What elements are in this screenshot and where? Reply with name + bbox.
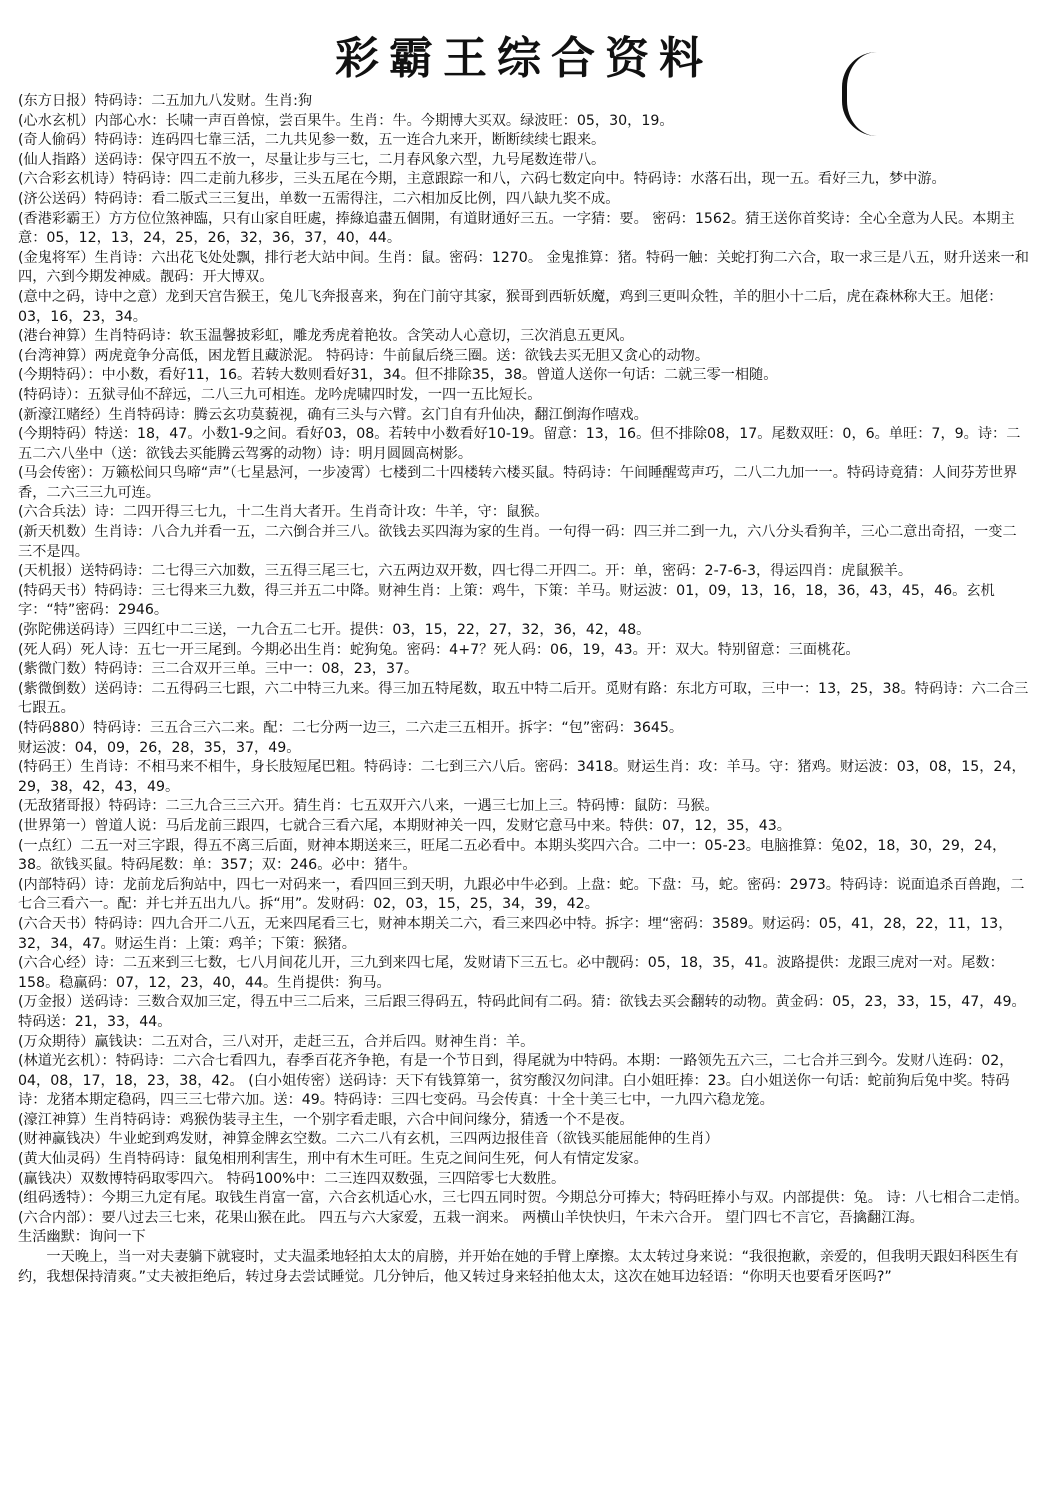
paragraph: (六合兵法）诗：二四开得三七九，十二生肖大者开。生肖奇计攻：牛羊，守：鼠猴。 — [18, 504, 549, 521]
page-title: 彩霸王综合资料 — [335, 33, 713, 84]
paragraph: (港台神算）生肖特码诗：软玉温馨披彩虹，雕龙秀虎着艳妆。含笑动人心意切，三次消息五更风。 — [18, 328, 634, 345]
paragraph: (内部特码）诗：龙前龙后狗站中，四七一对码来一，看四回三到天明，九跟必中牛必到。上盘：蛇。下盘：马，蛇。密码：2973。特码诗：说面追杀百兽跑，二七合三看六一。配：并七并五出九八。拆“用”。发财码：02，03，15，25，34，39，42。 — [18, 876, 1025, 913]
paragraph: (特码诗）：五狱寻仙不辞远，二八三九可相连。龙吟虎啸四时发，一四一五比短长。 — [18, 386, 542, 403]
paragraph: (六合彩玄机诗）特码诗：四二走前九移步，三头五尾在今期，主意跟踪一和八，六码七数定向中。特码诗：水落石出，现一五。看好三九，梦中游。 — [18, 171, 946, 188]
paragraph: (紫微倒数）送码诗：二五得码三七跟，六二中特三九来。得三加五特尾数，取五中特二后开。觅财有路：东北方可取，三中一：13，25，38。特码诗：六二合三七跟五。 — [18, 680, 1029, 717]
paragraph: (特码王）生肖诗：不相马来不相牛，身长肢短尾巴粗。特码诗：二七到三六八后。密码：3418。财运生肖：攻：羊马。守：猪鸡。财运波：03，08，15，24，29，38，42，43，49。 — [18, 759, 1026, 795]
paragraph: (奇人偷码）特码诗：连码四七靠三活，二九共见参一数，五一连合九来开，断断续续七跟来。 — [18, 132, 606, 149]
paragraph: (六合天书）特码诗：四九合开二八五，无来四尾看三七，财神本期关二六，看三来四必中特。拆字：埋“密码：3589。财运码：05，41，28，22，11，13，32，34，47。财运生肖：上策：鸡羊；下策：猴猪。 — [18, 915, 1013, 952]
paragraph: (心水玄机）内部心水：长啸一声百兽惊，尝百果牛。生肖：牛。今期博大买双。绿波旺：05，30，19。 — [18, 112, 674, 129]
paragraph: (仙人指路）送码诗：保守四五不放一，尽量让步与三七，二月春风象六型，九号尾数连带八。 — [18, 151, 606, 168]
document-body — [18, 92, 1030, 1287]
paragraph: (濠江神算）生肖特码诗：鸡猴伪装寻主生，一个别字看走眼，六合中间问缘分，猜透一个不是夜。 — [18, 1111, 634, 1128]
paragraph: (天机报）送特码诗：二七得三六加数，三五得三尾三七，六五两边双开数，四七得二开四二。开：单，密码：2-7-6-3，得运四肖：虎鼠猴羊。 — [18, 563, 913, 580]
paragraph: (今期特码）特送：18，47。小数1-9之间。看好03，08。若转中小数看好10-19。留意：13，16。但不排除08，17。尾数双旺：0，6。单旺：7，9。诗：二五二六八坐中（送：欲钱去买能腾云驾雾的动物）诗：明月圆圆高树影。 — [18, 426, 1021, 462]
paragraph: (台湾神算）两虎竟争分高低，困龙暂且藏淤泥。 特码诗：牛前鼠后绕三圈。送：欲钱去买无胆又贪心的动物。 — [18, 347, 710, 364]
paragraph: (金鬼将军）生肖诗：六出花飞处处飘，排行老大站中间。生肖：鼠。密码：1270。 金鬼推算：猪。特码一触：关蛇打狗二六合，取一求三是八五，财升送来一和四，六到今期发神威。靓码：开大博双。 — [18, 249, 1029, 286]
paragraph: (赢钱决）双数博特码取零四六。 特码100%中：二三连四双数强，三四陪零七大数胜。 — [18, 1170, 566, 1187]
paragraph: (万金报）送码诗：三数合双加三定，得五中三二后来，三后跟三得码五，特码此间有二码。猜：欲钱去买会翻转的动物。黄金码：05，23，33，15，47，49。特码送：21，33，44。 — [18, 994, 1026, 1030]
paragraph: (济公送码）特码诗：看二版式三三复出，单数一五需得注，二六相加反比例，四八缺九奖不成。 — [18, 190, 620, 207]
paragraph: 财运波：04，09，26，28，35，37，49。 — [18, 739, 301, 756]
paragraph: (一点红）二五一对三字跟，得五不离三后面，财神本期送来三，旺尾二五必看中。本期头奖四六合。二中一：05-23。电脑推算：兔02，18，30，29，24，38。欲钱买鼠。特码尾数：单：357；双：246。必中：猪牛。 — [18, 837, 1007, 874]
paragraph: (死人码）死人诗：五七一开三尾到。今期必出生肖：蛇狗兔。密码：4+7？死人码：06，19，43。开：双大。特别留意：三面桃花。 — [18, 641, 860, 658]
paragraph: (意中之码，诗中之意）龙到天宫告猴王，兔儿飞奔报喜来，狗在门前守其家，猴哥到西斩妖魔，鸡到三更叫众牲，羊的胆小十二后，虎在森林称大王。旭佬：03，16，23，34。 — [18, 288, 1003, 325]
paragraph: (新天机数）生肖诗：八合九并看一五，二六倒合并三八。欲钱去买四海为家的生肖。一句得一码：四三并二到一九，六八分头看狗羊，三心二意出奇招，一变二三不是四。 — [18, 524, 1017, 560]
paragraph: (马会传密）：万籁松间只鸟啼“声”（七星悬河，一步凌霄）七楼到二十四楼转六楼买鼠。特码诗：午间睡醒莺声巧，二八二九加一一。特码诗竟猜：人间芬芳世界香，二六三三九可连。 — [18, 465, 1018, 501]
humor-story: 一天晚上，当一对夫妻躺下就寝时，丈夫温柔地轻拍太太的肩膀，并开始在她的手臂上摩擦。太太转过身来说：“我很抱歉，亲爱的，但我明天跟妇科医生有约，我想保持清爽。”丈夫被拒绝后，转过身去尝试睡觉。几分钟后，他又转过身来轻拍他太太，这次在她耳边轻语：“你明天也要看牙医吗?” — [18, 1249, 1019, 1285]
paragraph: (紫微门数）特码诗：三二合双开三单。三中一：08，23，37。 — [18, 661, 419, 678]
paragraph: (弥陀佛送码诗）三四红中二三送，一九合五二七开。提供：03，15，22，27，32，36，42，48。 — [18, 622, 651, 639]
paragraph: (今期特码）：中小数，看好11，16。若转大数则看好31，34。但不排除35，38。曾道人送你一句话：二就三零一相随。 — [18, 367, 778, 384]
paragraph: (万众期待）赢钱诀：二五对合，三八对开，走赶三五，合并后四。财神生肖：羊。 — [18, 1033, 535, 1050]
paragraph: (特码天书）特码诗：三七得来三九数，得三并五二中降。财神生肖：上策：鸡牛，下策：羊马。财运波：01，09，13，16，18，36，43，45，46。玄机字：“特”密码：2946。 — [18, 582, 995, 619]
paragraph: (世界第一）曾道人说：马后龙前三跟四，七就合三看六尾，本期财神关一四，发财它意马中来。特供：07，12，35，43。 — [18, 817, 791, 834]
paragraph: (新濠江赌经）生肖特码诗：腾云玄功莫藐视，确有三头与六臂。玄门自有升仙决，翻江倒海作嘻戏。 — [18, 406, 648, 423]
paragraph: (东方日报）特码诗：二五加九八发财。生肖:狗 — [18, 93, 313, 109]
paragraph: (六合心经）诗：二五来到三七数，七八月间花儿开，三九到来四七尾，发财请下三五七。必中靓码：05，18，35，41。波路提供：龙跟三虎对一对。尾数：158。稳赢码：07，12，23，40，44。生肖提供：狗马。 — [18, 955, 1004, 991]
paragraph: (组码透特）：今期三九定有尾。取钱生肖富一富，六合玄机适心水，三七四五同时贺。今期总分可捧大；特码旺捧小与双。内部提供：兔。 诗：八七相合二走悄。 — [18, 1190, 1029, 1207]
paragraph: (林道光玄机）：特码诗：二六合七看四九，春季百花齐争艳，有是一个节日到，得尾就为中特码。本期：一路领先五六三，二七合并三到今。发财八连码：02，04，08，17，18，23，38，42。 (白小姐传密）送码诗：天下有钱算第一，贫穷酸汉勿问津。白小姐旺捧：23。白小姐送你一句话：蛇前狗后兔中奖。特码诗：龙猪本期定稳码，四三三七带六加。送：49。特码诗：三四七变码。马会传真：十全十美三七中，一九四六稳龙笼。 — [18, 1053, 1014, 1109]
paragraph: (黄大仙灵码）生肖特码诗：鼠兔相刑利害生，刑中有木生可旺。生克之间问生死，何人有情定发家。 — [18, 1151, 648, 1168]
paragraph: (特码880）特码诗：三五合三六二来。配：二七分两一边三，二六走三五相开。拆字：“包”密码：3645。 — [18, 720, 684, 736]
paragraph: (六合内部）：要八过去三七来，花果山猴在此。 四五与六大家爱，五栽一润来。 两横山羊快快归，午未六合开。 望门四七不言它，吾擒翻江海。 — [18, 1209, 924, 1226]
paragraph: 生活幽默：询问一下 — [18, 1229, 146, 1246]
paragraph: (财神赢钱决）牛业蛇到鸡发财，神算金牌玄空数。二六二八有玄机，三四两边报佳音（欲钱买能屈能伸的生肖） — [18, 1131, 719, 1148]
paragraph: (无敌猪哥报）特码诗：二三九合三三六开。猜生肖：七五双开六八来，一遇三七加上三。特码博：鼠防：马猴。 — [18, 798, 719, 815]
paragraph: (香港彩霸王）方方位位煞神臨，只有山家自旺處，捧綠追盡五個開，有道財通好三五。一字猜：要。 密码：1562。猜王送你首奖诗：全心全意为人民。本期主意：05，12，13，24，25，26，32，36，37，40，44。 — [18, 210, 1015, 247]
